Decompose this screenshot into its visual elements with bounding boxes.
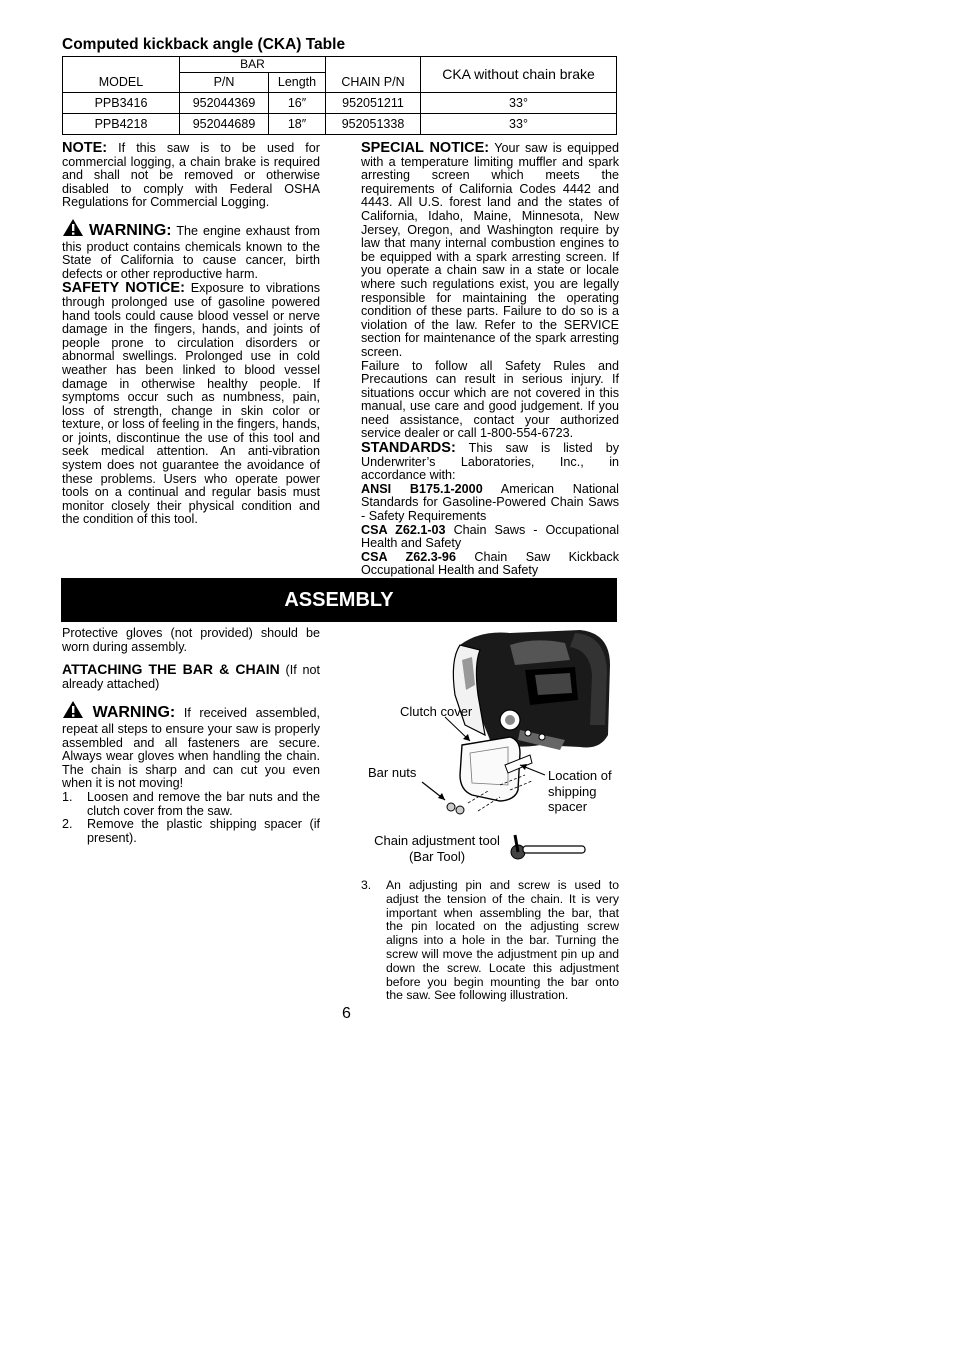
failure-paragraph: Failure to follow all Safety Rules and Precautions can result in serious injury. If situations occur which are not covered in this manual, use care and good judgement. If you need assistance, contact your authorized service dealer or call 1-800-554-6723. (361, 358, 619, 441)
bar-tool-label: Chain adjustment tool (Bar Tool) (374, 833, 500, 864)
cell-chain: 952051338 (326, 114, 421, 135)
header-pn: P/N (180, 73, 269, 93)
clutch-cover-label: Clutch cover (400, 704, 473, 719)
csa1-paragraph (361, 524, 619, 551)
step3-block (361, 879, 619, 1003)
header-length: Length (269, 73, 326, 93)
table-title: Computed kickback angle (CKA) Table (62, 36, 346, 53)
cell-pn: 952044369 (180, 93, 269, 114)
safety-paragraph (62, 282, 320, 527)
table-row (63, 93, 617, 114)
header-bar: BAR (180, 57, 326, 73)
left-column (62, 142, 320, 527)
step-number: 2. (62, 817, 73, 832)
special-paragraph (361, 142, 619, 360)
steps-list (62, 791, 320, 845)
assembly-banner (61, 578, 617, 622)
header-cka: CKA without chain brake (421, 57, 617, 93)
special-label: SPECIAL NOTICE: (361, 140, 490, 156)
assembly-title: ASSEMBLY (284, 588, 394, 611)
note-paragraph (62, 142, 320, 210)
ansi-label: ANSI B175.1-2000 (361, 481, 483, 496)
cell-cka: 33° (421, 93, 617, 114)
gloves-paragraph: Protective gloves (not provided) should be worn during assembly. (62, 626, 320, 654)
step-number: 1. (62, 789, 73, 804)
step-number: 3. (361, 878, 372, 892)
cell-length: 18″ (269, 114, 326, 135)
list-item (62, 818, 320, 845)
cka-table (62, 56, 617, 135)
special-text: Your saw is equipped with a temperature limiting muffler and spark arresting screen which meets the requirements of California Codes 4442 and 4443. All U.S. forest land and the states of California, Idaho, Maine, Minnesota, New Jersey, Oregon, and Washington require by law that many internal combustion engines to be equipped with a spark arresting screen. If you operate a chain saw in a state or locale where such regulations exist, you are legally responsible for maintaining the operating condition of these parts. Failure to do so is a violation of the law. Refer to the SERVICE section for maintenance of the spark arresting screen. (361, 141, 620, 359)
cell-model: PPB3416 (63, 93, 180, 114)
right-column (361, 142, 619, 578)
standards-paragraph (361, 442, 619, 483)
warning-triangle-icon (62, 700, 84, 723)
list-item (62, 791, 320, 818)
header-model: MODEL (63, 57, 180, 93)
standards-label: STANDARDS: (361, 440, 456, 457)
assembly-left-column (62, 627, 320, 845)
warning-label: WARNING: (88, 221, 172, 239)
note-label: NOTE: (62, 140, 108, 156)
step-text: Loosen and remove the bar nuts and the clutch cover from the saw. (87, 789, 320, 818)
note-text: If this saw is to be used for commercial logging, a chain brake is required and shall not be removed or otherwise disabled to comply with Federal OSHA Regulations for Commercial Logging. (62, 141, 320, 210)
bar-nuts-label: Bar nuts (368, 765, 417, 780)
csa2-text: Chain Saw Kickback Occupational Health and Safety (361, 549, 620, 578)
list-item (361, 879, 619, 1003)
table-row (63, 114, 617, 135)
location-spacer-label: Location of shipping spacer (548, 768, 612, 814)
csa1-text: Chain Saws - Occupational Health and Safety (361, 522, 619, 551)
csa2-paragraph (361, 551, 619, 578)
cell-chain: 952051211 (326, 93, 421, 114)
safety-label: SAFETY NOTICE: (62, 280, 185, 297)
page-number: 6 (342, 1005, 351, 1022)
step-text: Remove the plastic shipping spacer (if present). (87, 817, 320, 845)
assembly-warning-label: WARNING: (92, 704, 176, 722)
standards-text: This saw is listed by Underwriter’s Laboratories, Inc., in accordance with: (361, 441, 619, 483)
cell-model: PPB4218 (63, 114, 180, 135)
csa2-label: CSA Z62.3-96 (361, 549, 456, 564)
assembly-warning-paragraph (62, 700, 320, 791)
assembly-warning-text: If received assembled, repeat all steps to ensure your saw is properly assembled and all fasteners are secure. Always wear gloves when handling the chain. The chain is sharp and can cut you even when it is not moving! (62, 706, 321, 791)
header-chain: CHAIN P/N (326, 57, 421, 93)
ansi-paragraph (361, 483, 619, 524)
cell-length: 16″ (269, 93, 326, 114)
safety-text: Exposure to vibrations through prolonged use of gasoline powered hand tools could cause blood vessel or nerve damage in the fingers, hands, and joints of people prone to circulation disorders or abnormal swellings. Prolonged use in cold weather has been linked to blood vessel damage in otherwise healthy people. If symptoms occur such as numbness, pain, loss of strength, change in skin color or texture, or loss of feeling in the fingers, hands, or joints, discontinue the use of this tool and seek medical attention. An anti-vibration system does not guarantee the avoidance of these problems. Users who operate power tools on a continual and regular basis must monitor closely their physical condition and the condition of this tool. (62, 281, 320, 527)
cell-pn: 952044689 (180, 114, 269, 135)
ansi-text: American National Standards for Gasoline-Powered Chain Saws - Safety Requirements (361, 481, 619, 524)
attach-label: ATTACHING THE BAR & CHAIN (62, 661, 280, 678)
attach-note: (If not already attached) (62, 663, 321, 691)
step-text: An adjusting pin and screw is used to adjust the tension of the chain. It is very important when assembling the bar, that the pin located on the adjusting screw aligns into a hole in the bar. Turning the screw will move the adjustment pin up and down the screw. Locate this adjustment before you begin mounting the bar onto the saw. See following illustration. (386, 878, 619, 1003)
attach-paragraph (62, 663, 320, 691)
steps-list (361, 879, 619, 1003)
warning-text: The engine exhaust from this product contains chemicals known to the State of California to cause cancer, birth defects or other reproductive harm. (62, 223, 321, 281)
warning-triangle-icon (62, 218, 84, 241)
cell-cka: 33° (421, 114, 617, 135)
warning-paragraph (62, 218, 320, 281)
csa1-label: CSA Z62.1-03 (361, 522, 446, 537)
